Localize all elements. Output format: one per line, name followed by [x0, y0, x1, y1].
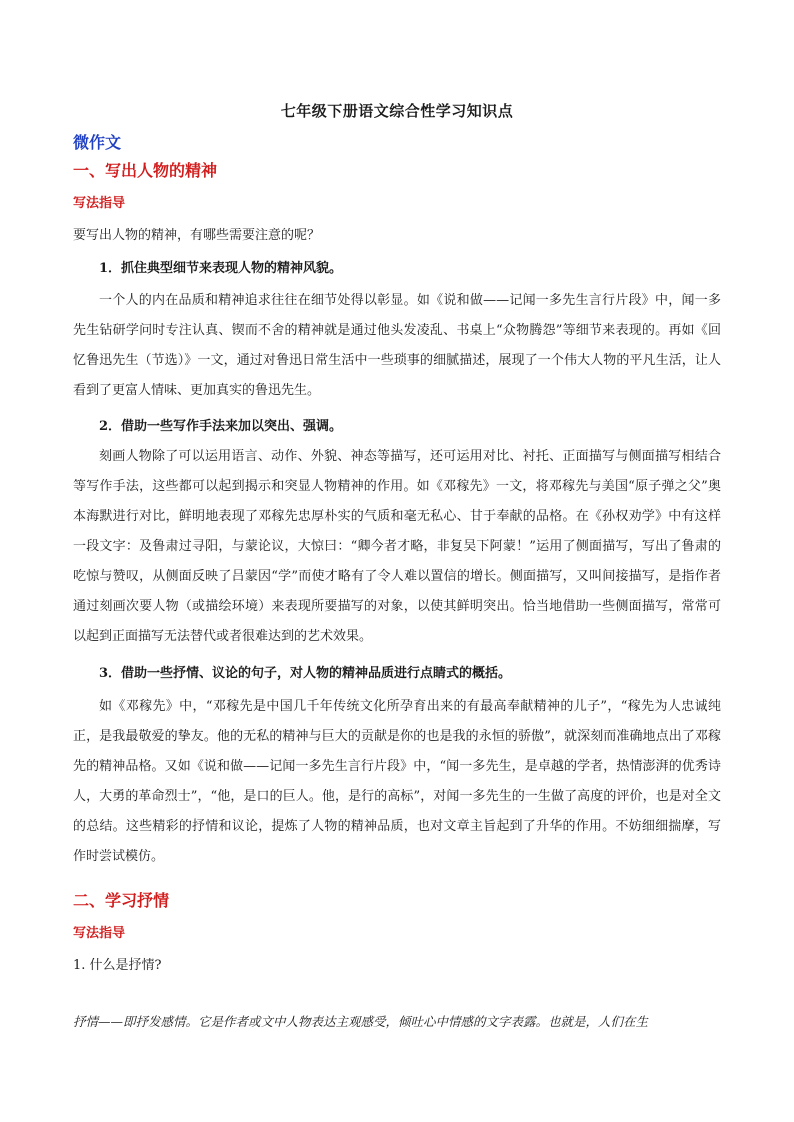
question1-body: 抒情——即抒发感情。它是作者或文中人物表达主观感受，倾吐心中情感的文字表露。也就是，人们在生	[73, 1014, 649, 1029]
section2-subheading: 写法指导	[73, 926, 126, 941]
section1-heading: 一、写出人物的精神	[73, 161, 218, 180]
point2-title: 2．借助一些写作手法来加以突出、强调。	[99, 419, 343, 434]
point1-body: 一个人的内在品质和精神追求往往在细节处得以彰显。如《说和做——记闻一多先生言行片段》中，闻一多先生钻研学问时专注认真、锲而不舍的精神就是通过他头发凌乱、书桌上“众物腾怨”等细节来表现的。再如《回忆鲁迅先生（节选）》一文，通过对鲁迅日常生活中一些琐事的细腻描述，展现了一个伟大人物的平凡生活，让人看到了更富人情味、更加真实的鲁迅先生。	[73, 293, 721, 398]
point1-title: 1．抓住典型细节来表现人物的精神风貌。	[99, 261, 343, 276]
section1-intro: 要写出人物的精神，有哪些需要注意的呢？	[73, 228, 321, 243]
section1-subheading: 写法指导	[73, 196, 126, 211]
point2-body: 刻画人物除了可以运用语言、动作、外貌、神态等描写，还可运用对比、衬托、正面描写与侧面描写相结合等写作手法，这些都可以起到揭示和突显人物精神的作用。如《邓稼先》一文，将邓稼先与美国“原子弹之父”奥本海默进行对比，鲜明地表现了邓稼先忠厚朴实的气质和毫无私心、甘于奉献的品格。在《孙权劝学》中有这样一段文字：及鲁肃过寻阳，与蒙论议，大惊曰：“卿今者才略，非复吴下阿蒙！”运用了侧面描写，写出了鲁肃的吃惊与赞叹，从侧面反映了吕蒙因“学”而使才略有了令人难以置信的增长。侧面描写，又叫间接描写，是指作者通过刻画次要人物（或描绘环境）来表现所要描写的对象，以使其鲜明突出。恰当地借助一些侧面描写，常常可以起到正面描写无法替代或者很难达到的艺术效果。	[73, 449, 721, 644]
section-micro-essay: 微作文	[73, 133, 122, 152]
point3-body: 如《邓稼先》中，“邓稼先是中国几千年传统文化所孕育出来的有最高奉献精神的儿子”，“稼先为人忠诚纯正，是我最敬爱的挚友。他的无私的精神与巨大的贡献是你的也是我的永恒的骄傲”，就深刻而准确地点出了邓稼先的精神品格。又如《说和做——记闻一多先生言行片段》中，“闻一多先生，是卓越的学者，热情澎湃的优秀诗人，大勇的革命烈士”，“他，是口的巨人。他，是行的高标”，对闻一多先生的一生做了高度的评价，也是对全文的总结。这些精彩的抒情和议论，提炼了人物的精神品质，也对文章主旨起到了升华的作用。不妨细细揣摩，写作时尝试模仿。	[73, 699, 721, 864]
point3-title: 3．借助一些抒情、议论的句子，对人物的精神品质进行点睛式的概括。	[99, 666, 512, 681]
document-title: 七年级下册语文综合性学习知识点	[280, 102, 514, 120]
question1: 1. 什么是抒情?	[73, 958, 162, 973]
section2-heading: 二、学习抒情	[73, 891, 170, 910]
